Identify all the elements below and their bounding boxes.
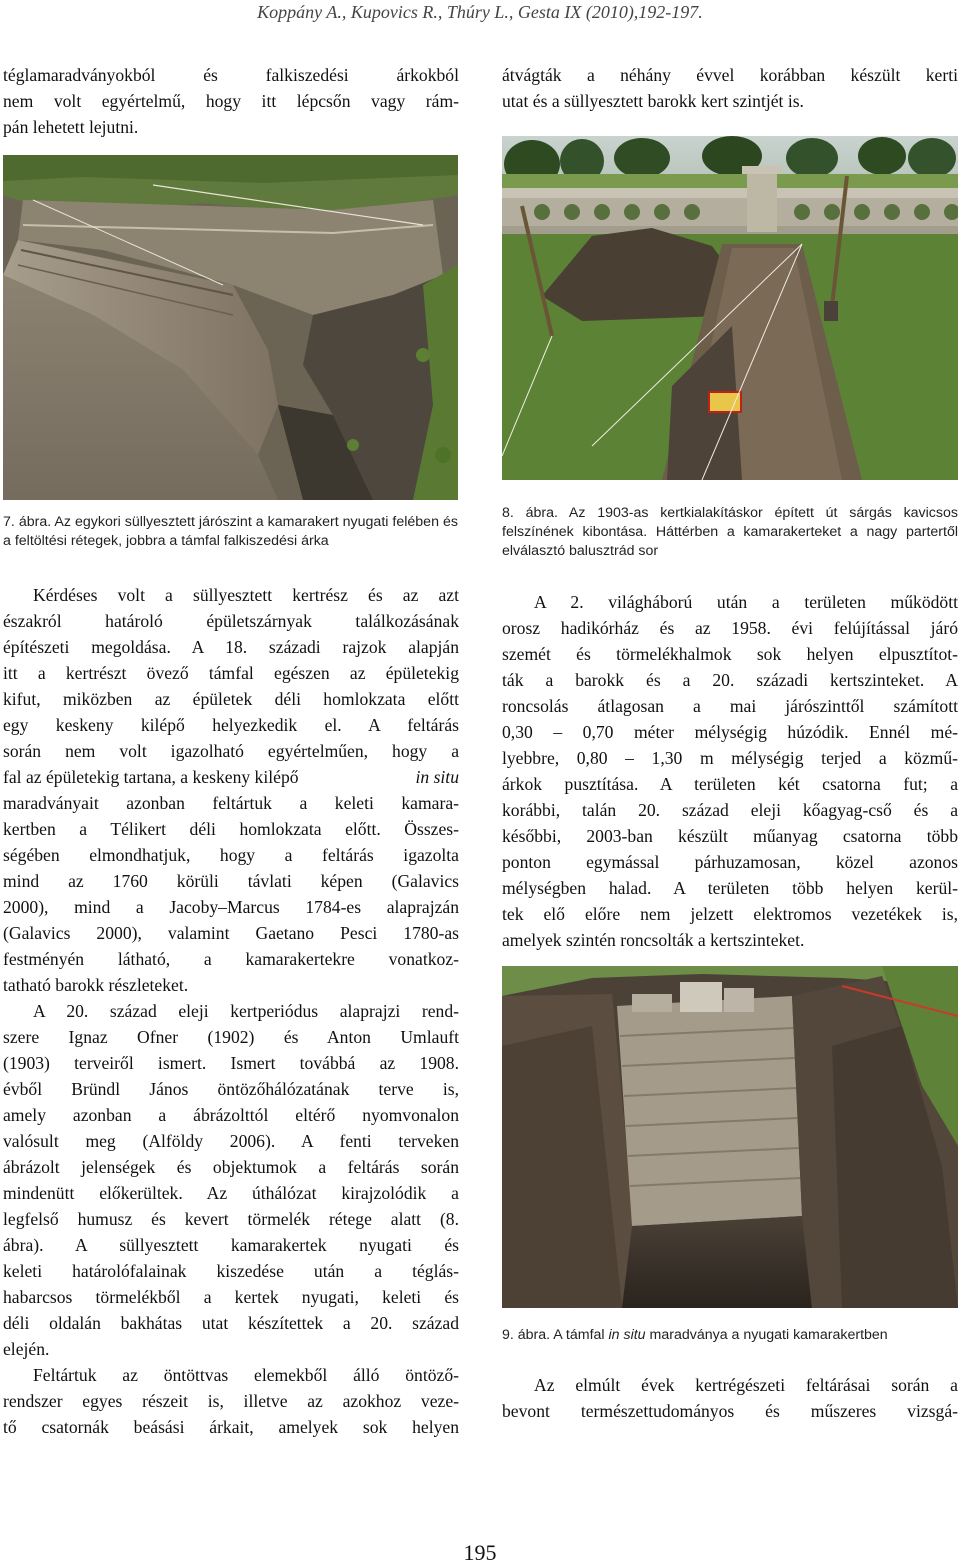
running-header: Koppány A., Kupovics R., Thúry L., Gesta IX (2010),192-197. <box>257 2 703 22</box>
text-line: Kérdéses volt a süllyesztett kertrész és az azt <box>33 585 459 605</box>
text-line: roncsolás átlagosan a mai járószinttől számított <box>502 696 958 716</box>
text-line: korábbi, talán 20. század eleji kőagyag-cső és a <box>502 800 958 820</box>
caption-text: A támfal <box>553 1327 605 1343</box>
text-line: tő csatornák beásási árkait, amelyek sok helyen <box>3 1417 459 1437</box>
text-line: legfelső humusz és kevert törmelék rétege alatt (8. <box>3 1209 459 1229</box>
figure-9-caption <box>502 1326 958 1345</box>
text-line: északról határoló épületszárnyak találkozásának <box>3 611 459 631</box>
text-line: pán lehetett lejutni. <box>3 117 139 137</box>
left-body-column <box>3 582 459 1440</box>
text-line <box>3 764 459 790</box>
text-line: 2000), mind a Jacoby–Marcus 1784-es alaprajzán <box>3 897 459 917</box>
caption-text: Az 1903-as kertkialakításkor épített út sárgás kavicsos felszínének kibontása. Háttérben a kamarakerteket a nagy partertől elválasztó balusztrád sor <box>502 505 958 559</box>
text-line: (Galavics 2000), valamint Gaetano Pesci 1780-as <box>3 923 459 943</box>
text-line: ábra). A süllyesztett kamarakertek nyugati és <box>3 1235 459 1255</box>
text-line: tatható barokk részleteket. <box>3 975 189 995</box>
figure-8-caption <box>502 504 958 561</box>
text-line: építészeti megoldása. A 18. századi rajzok alapján <box>3 637 459 657</box>
text-line: árkok pusztítása. A területen két csatorna fut; a <box>502 774 958 794</box>
text-line: valósult meg (Alföldy 2006). A fenti terveken <box>3 1131 459 1151</box>
figure-8-photo <box>502 136 958 480</box>
italic-term: in situ <box>415 767 459 787</box>
text-line: évből Bründl János öntözőhálózatának terve is, <box>3 1079 459 1099</box>
text-line: mélységben halad. A területen több helyen kerül- <box>502 878 958 898</box>
text-line: bevont természettudományos és műszeres vizsgá- <box>502 1401 958 1421</box>
left-top-text <box>3 62 459 140</box>
text-line: ták a barokk és a 20. századi kertszinteket. A <box>502 670 958 690</box>
text-line: egy keskeny kilépő helyezkedik el. A feltárás <box>3 715 459 735</box>
text-line: átvágták a néhány évvel korábban készült kerti <box>502 65 958 85</box>
figure-7-photo <box>3 155 458 500</box>
caption-text: maradványa a nyugati kamarakertben <box>649 1327 888 1343</box>
right-bottom-text <box>502 1372 958 1424</box>
text-line: során nem volt igazolható egyértelműen, hogy a <box>3 741 459 761</box>
text-line: szemét és törmelékhalmok sok helyen elpusztítot- <box>502 644 958 664</box>
text-line: téglamaradványokból és falkiszedési árkokból <box>3 65 459 85</box>
text-segment: fal az épületekig tartana, a keskeny kilépő <box>3 767 299 787</box>
figure-label: 7. ábra. <box>3 514 52 530</box>
text-line: későbbi, 2003-ban készült műanyag csatorna több <box>502 826 958 846</box>
text-line: Az elmúlt évek kertrégészeti feltárásai során a <box>534 1375 958 1395</box>
right-body-column <box>502 589 958 953</box>
right-top-text <box>502 62 958 114</box>
text-line: kertben a Télikert déli homlokzata előtt. Összes- <box>3 819 459 839</box>
text-line: 0,30 – 0,70 méter mélységig húzódik. Ennél mé- <box>502 722 958 742</box>
text-line: rendszer egyes részeit is, illetve az azokhoz veze- <box>3 1391 459 1411</box>
figure-9-photo <box>502 966 958 1308</box>
text-line: mindenütt előkerültek. Az úthálózat kirajzolódik a <box>3 1183 459 1203</box>
page-number: 195 <box>463 1540 497 1565</box>
text-line: festményén látható, a kamarakertekre vonatkoz- <box>3 949 459 969</box>
text-line: kifut, miközben az épületek déli homlokzata előtt <box>3 689 459 709</box>
text-line: utat és a süllyesztett barokk kert szintjét is. <box>502 91 804 111</box>
text-line: nem volt egyértelmű, hogy itt lépcsőn vagy rám- <box>3 91 459 111</box>
text-line: Feltártuk az öntöttvas elemekből álló öntöző- <box>33 1365 459 1385</box>
caption-italic: in situ <box>608 1327 646 1343</box>
text-line: keleti határolófalainak kiszedése után a téglás- <box>3 1261 459 1281</box>
figure-7-caption <box>3 513 458 551</box>
text-line: mind az 1760 körüli távlati képen (Galavics <box>3 871 459 891</box>
text-line: elején. <box>3 1339 50 1359</box>
text-line: déli oldalán bakhátas utat készítettek a 20. század <box>3 1313 459 1333</box>
text-line: A 2. világháború után a területen működött <box>534 592 958 612</box>
text-line: orosz hadikórház és az 1958. évi felújítással járó <box>502 618 958 638</box>
text-line: A 20. század eleji kertperiódus alaprajzi rend- <box>33 1001 459 1021</box>
text-line: ponton egymással párhuzamosan, közel azonos <box>502 852 958 872</box>
text-line: itt a kertrészt övező támfal egészen az épületekig <box>3 663 459 683</box>
text-line: habarcsos törmelékből a kertek nyugati, keleti és <box>3 1287 459 1307</box>
figure-label: 9. ábra. <box>502 1327 551 1343</box>
text-line: szere Ignaz Ofner (1902) és Anton Umlauft <box>3 1027 459 1047</box>
caption-text: Az egykori süllyesztett járószint a kamarakert nyugati felében és a feltöltési rétegek, jobbra a támfal falkiszedési árka <box>3 514 458 549</box>
figure-label: 8. ábra. <box>502 505 558 521</box>
text-line: amelyek szintén roncsolták a kertszinteket. <box>502 930 805 950</box>
text-line: lyebbre, 0,80 – 1,30 m mélységig terjed a közmű- <box>502 748 958 768</box>
text-line: (1903) terveiről ismert. Ismert továbbá az 1908. <box>3 1053 459 1073</box>
text-line: ségében elmondhatjuk, hogy a feltárás igazolta <box>3 845 459 865</box>
text-line: maradványait azonban feltártuk a keleti kamara- <box>3 793 459 813</box>
text-line: amely azonban a ábrázolttól eltérő nyomvonalon <box>3 1105 459 1125</box>
text-line: ábrázolt jelenségek és objektumok a feltárás során <box>3 1157 459 1177</box>
text-line: tek elő előre nem jelzett elektromos vezetékek is, <box>502 904 958 924</box>
